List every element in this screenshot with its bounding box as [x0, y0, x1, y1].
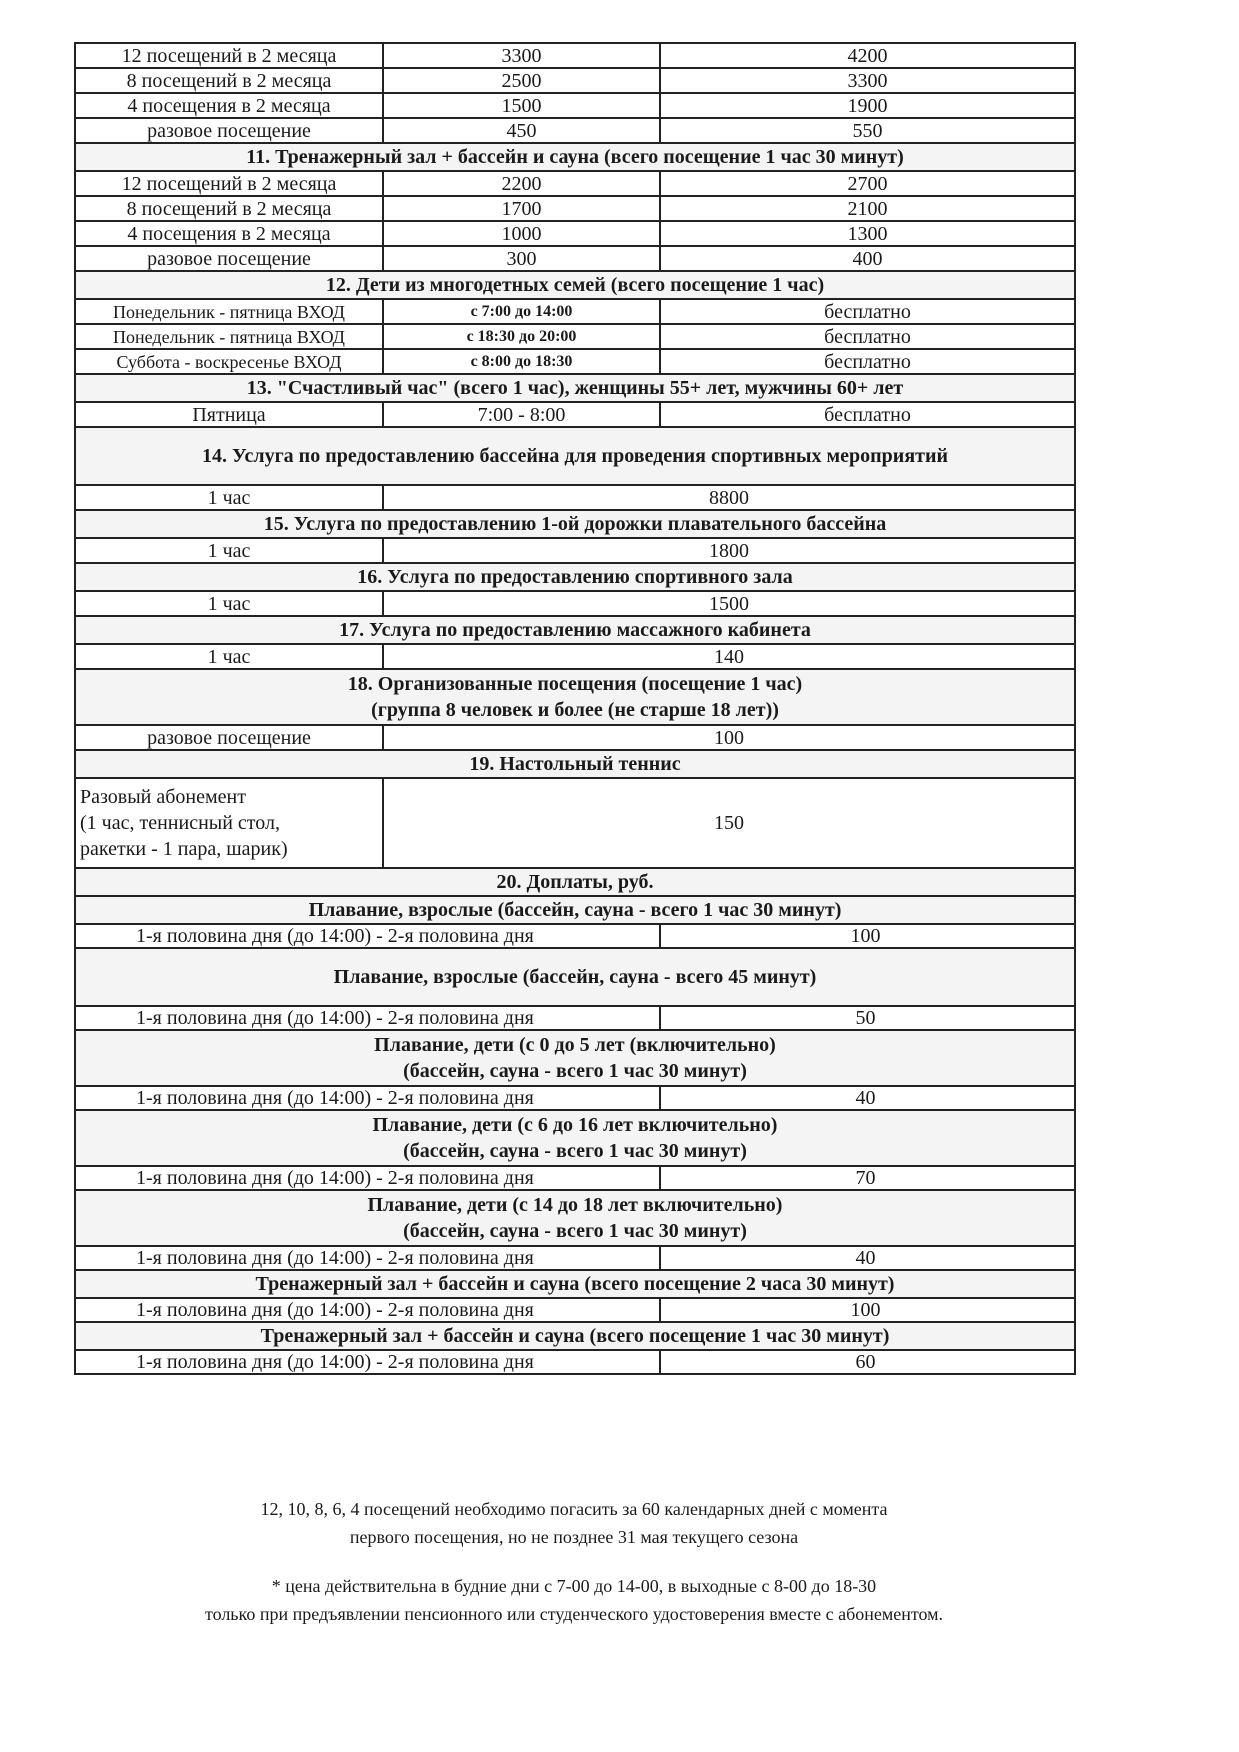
section-title [75, 1110, 1075, 1166]
section-header-row [75, 669, 1075, 725]
note-line: * цена действительна в будние дни с 7-00 до 14-00, в выходные с 8-00 до 18-30 [271, 1576, 877, 1596]
price-row [75, 485, 1075, 510]
section-header-row [75, 948, 1075, 1006]
price-row [75, 93, 1075, 118]
price-table-body [75, 43, 1075, 1374]
section-title: 19. Настольный теннис [75, 750, 1075, 778]
note-line: только при предъявлении пенсионного или студенческого удостоверения вместе с абонементом. [204, 1604, 944, 1624]
row-label: 1-я половина дня (до 14:00) - 2-я половина дня [75, 1006, 660, 1030]
col-2-value: с 8:00 до 18:30 [383, 349, 660, 374]
price-row [75, 1086, 1075, 1110]
section-header-row [75, 1322, 1075, 1350]
col-3-value: бесплатно [660, 324, 1075, 349]
price-table [74, 42, 1076, 1375]
row-label: 4 посещения в 2 месяца [75, 93, 383, 118]
surcharge-value: 100 [660, 1298, 1075, 1322]
row-label: 1 час [75, 538, 383, 563]
price-row [75, 299, 1075, 324]
col-2-value: 2500 [383, 68, 660, 93]
price-row [75, 324, 1075, 349]
col-2-value: 1000 [383, 221, 660, 246]
note-line: первого посещения, но не позднее 31 мая текущего сезона [349, 1527, 799, 1547]
price-row [75, 538, 1075, 563]
row-label: Понедельник - пятница ВХОД [75, 324, 383, 349]
col-2-value: 1700 [383, 196, 660, 221]
row-label: 1-я половина дня (до 14:00) - 2-я половина дня [75, 1350, 660, 1374]
surcharge-value: 60 [660, 1350, 1075, 1374]
col-3-value: 400 [660, 246, 1075, 271]
price-row [75, 1246, 1075, 1270]
section-title-line: (бассейн, сауна - всего 1 час 30 минут) [403, 1220, 747, 1242]
section-title: Тренажерный зал + бассейн и сауна (всего посещение 2 часа 30 минут) [75, 1270, 1075, 1298]
section-title-line: (бассейн, сауна - всего 1 час 30 минут) [403, 1140, 747, 1162]
row-label: 8 посещений в 2 месяца [75, 196, 383, 221]
col-2-value: с 7:00 до 14:00 [383, 299, 660, 324]
section-header-row [75, 1110, 1075, 1166]
surcharge-value: 50 [660, 1006, 1075, 1030]
row-label: Суббота - воскресенье ВХОД [75, 349, 383, 374]
row-label-line: ракетки - 1 пара, шарик) [80, 838, 288, 860]
note-line: 12, 10, 8, 6, 4 посещений необходимо погасить за 60 календарных дней с момента [260, 1499, 888, 1519]
price-value: 140 [383, 644, 1075, 669]
surcharge-value: 40 [660, 1086, 1075, 1110]
section-header-row [75, 427, 1075, 485]
section-header-row [75, 510, 1075, 538]
section-header-row [75, 374, 1075, 402]
col-2-value: 450 [383, 118, 660, 143]
price-value: 1500 [383, 591, 1075, 616]
section-header-row [75, 271, 1075, 299]
row-label: Понедельник - пятница ВХОД [75, 299, 383, 324]
section-header-row [75, 750, 1075, 778]
price-row [75, 349, 1075, 374]
price-row [75, 1350, 1075, 1374]
price-row [75, 246, 1075, 271]
row-label: 1-я половина дня (до 14:00) - 2-я половина дня [75, 1086, 660, 1110]
section-header-row [75, 563, 1075, 591]
section-title: Тренажерный зал + бассейн и сауна (всего посещение 1 час 30 минут) [75, 1322, 1075, 1350]
row-label: 4 посещения в 2 месяца [75, 221, 383, 246]
section-header-row [75, 1270, 1075, 1298]
col-3-value: 2100 [660, 196, 1075, 221]
price-row [75, 1166, 1075, 1190]
col-3-value: бесплатно [660, 299, 1075, 324]
section-title: 13. "Счастливый час" (всего 1 час), женщины 55+ лет, мужчины 60+ лет [75, 374, 1075, 402]
price-row [75, 68, 1075, 93]
section-title: Плавание, взрослые (бассейн, сауна - всего 1 час 30 минут) [75, 896, 1075, 924]
section-title: Плавание, взрослые (бассейн, сауна - всего 45 минут) [75, 948, 1075, 1006]
row-label: разовое посещение [75, 118, 383, 143]
section-header-row [75, 143, 1075, 171]
surcharge-value: 100 [660, 924, 1075, 948]
row-label-line: (1 час, теннисный стол, [80, 812, 280, 834]
note-visits [74, 1495, 1074, 1551]
row-label: 12 посещений в 2 месяца [75, 171, 383, 196]
row-label: 1 час [75, 644, 383, 669]
price-row [75, 118, 1075, 143]
section-title: 16. Услуга по предоставлению спортивного зала [75, 563, 1075, 591]
price-value: 1800 [383, 538, 1075, 563]
col-2-value: 2200 [383, 171, 660, 196]
price-value: 150 [383, 778, 1075, 868]
col-2-value: 1500 [383, 93, 660, 118]
col-3-value: 2700 [660, 171, 1075, 196]
section-header-row [75, 896, 1075, 924]
row-label: 1 час [75, 485, 383, 510]
col-3-value: 1300 [660, 221, 1075, 246]
section-header-row [75, 868, 1075, 896]
section-title-line: (группа 8 человек и более (не старше 18 лет)) [371, 699, 779, 721]
row-label: разовое посещение [75, 246, 383, 271]
price-row [75, 725, 1075, 750]
row-label: 8 посещений в 2 месяца [75, 68, 383, 93]
col-3-value: бесплатно [660, 402, 1075, 427]
section-title [75, 669, 1075, 725]
price-row [75, 402, 1075, 427]
col-3-value: 550 [660, 118, 1075, 143]
price-row [75, 1006, 1075, 1030]
row-label: 1-я половина дня (до 14:00) - 2-я половина дня [75, 924, 660, 948]
section-title: 12. Дети из многодетных семей (всего посещение 1 час) [75, 271, 1075, 299]
row-label: 12 посещений в 2 месяца [75, 43, 383, 68]
section-title-line: Плавание, дети (с 14 до 18 лет включительно) [367, 1194, 783, 1216]
section-title-line: Плавание, дети (с 0 до 5 лет (включительно) [374, 1034, 776, 1056]
price-row [75, 171, 1075, 196]
section-title: 14. Услуга по предоставлению бассейна для проведения спортивных мероприятий [75, 427, 1075, 485]
col-3-value: бесплатно [660, 349, 1075, 374]
row-label [75, 778, 383, 868]
price-row [75, 924, 1075, 948]
price-row [75, 591, 1075, 616]
note-price-validity [74, 1572, 1074, 1628]
surcharge-value: 70 [660, 1166, 1075, 1190]
price-row [75, 221, 1075, 246]
col-2-value: 7:00 - 8:00 [383, 402, 660, 427]
row-label: Пятница [75, 402, 383, 427]
section-title-line: (бассейн, сауна - всего 1 час 30 минут) [403, 1060, 747, 1082]
row-label: 1-я половина дня (до 14:00) - 2-я половина дня [75, 1298, 660, 1322]
row-label: 1-я половина дня (до 14:00) - 2-я половина дня [75, 1246, 660, 1270]
section-title [75, 1030, 1075, 1086]
section-title-line: Плавание, дети (с 6 до 16 лет включительно) [372, 1114, 778, 1136]
price-row [75, 644, 1075, 669]
section-header-row [75, 1030, 1075, 1086]
surcharge-value: 40 [660, 1246, 1075, 1270]
section-title [75, 1190, 1075, 1246]
section-title-line: 18. Организованные посещения (посещение 1 час) [347, 673, 803, 695]
price-row [75, 196, 1075, 221]
section-header-row [75, 1190, 1075, 1246]
col-3-value: 3300 [660, 68, 1075, 93]
section-title: 11. Тренажерный зал + бассейн и сауна (всего посещение 1 час 30 минут) [75, 143, 1075, 171]
col-2-value: 3300 [383, 43, 660, 68]
col-3-value: 4200 [660, 43, 1075, 68]
col-2-value: 300 [383, 246, 660, 271]
col-3-value: 1900 [660, 93, 1075, 118]
row-label: 1-я половина дня (до 14:00) - 2-я половина дня [75, 1166, 660, 1190]
col-2-value: с 18:30 до 20:00 [383, 324, 660, 349]
section-title: 20. Доплаты, руб. [75, 868, 1075, 896]
row-label-line: Разовый абонемент [80, 786, 246, 808]
price-value: 8800 [383, 485, 1075, 510]
price-row [75, 778, 1075, 868]
row-label: разовое посещение [75, 725, 383, 750]
section-title: 15. Услуга по предоставлению 1-ой дорожки плавательного бассейна [75, 510, 1075, 538]
row-label: 1 час [75, 591, 383, 616]
price-row [75, 1298, 1075, 1322]
price-row [75, 43, 1075, 68]
section-title: 17. Услуга по предоставлению массажного кабинета [75, 616, 1075, 644]
price-value: 100 [383, 725, 1075, 750]
section-header-row [75, 616, 1075, 644]
